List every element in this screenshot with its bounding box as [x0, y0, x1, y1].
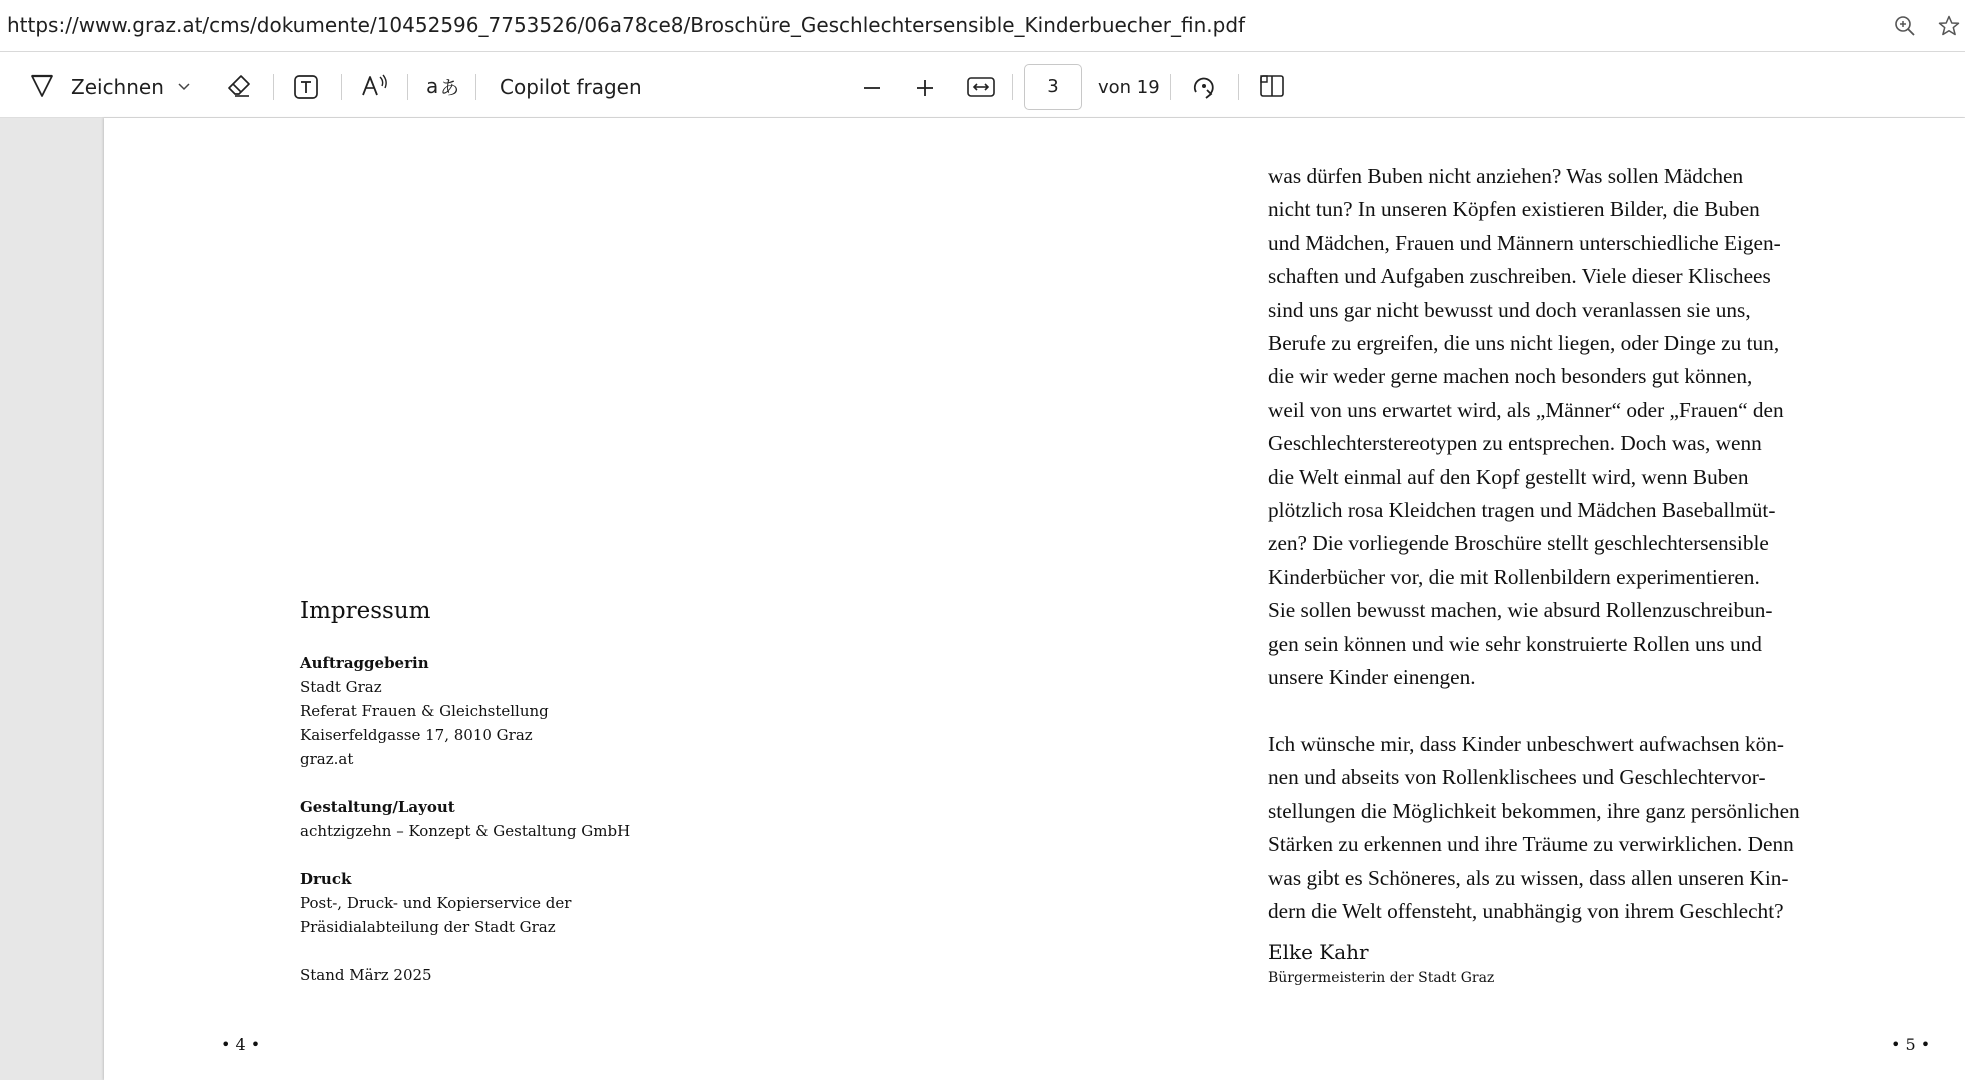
total-pages-label: von 19: [1098, 77, 1160, 98]
text-line: dern die Welt offensteht, unabhängig von ihrem Geschlecht?: [1268, 898, 1784, 923]
client-block: [300, 651, 549, 771]
pdf-toolbar: [0, 52, 1965, 118]
text-line: unsere Kinder einengen.: [1268, 665, 1476, 690]
pdf-page-spread[interactable]: [104, 118, 1965, 1080]
address-bar: [0, 0, 1965, 52]
text-line: was dürfen Buben nicht anziehen? Was sollen Mädchen: [1268, 164, 1744, 188]
zoom-icon[interactable]: [1893, 14, 1917, 38]
toolbar-divider: [1238, 74, 1239, 100]
translate-icon[interactable]: [425, 72, 459, 100]
fit-width-icon[interactable]: [966, 74, 996, 100]
text-line: die Welt einmal auf den Kopf gestellt wird, wenn Buben: [1268, 464, 1749, 489]
date-line: Stand März 2025: [300, 966, 432, 984]
text-line: Berufe zu ergreifen, die uns nicht liegen, oder Dinge zu tun,: [1268, 331, 1780, 356]
page-view-icon[interactable]: [1258, 73, 1288, 99]
text-line: plötzlich rosa Kleidchen tragen und Mädchen Baseballmüt-: [1268, 498, 1776, 523]
layout-heading: Gestaltung/Layout: [300, 798, 455, 816]
text-line: Kinderbücher vor, die mit Rollenbildern experimentieren.: [1268, 564, 1760, 589]
text-line: Sie sollen bewusst machen, wie absurd Rollenzuschreibun-: [1268, 598, 1773, 623]
layout-line: achtzigzehn – Konzept & Gestaltung GmbH: [300, 822, 631, 840]
toolbar-divider: [407, 74, 408, 100]
toolbar-divider: [1012, 74, 1013, 100]
toolbar-divider: [341, 74, 342, 100]
text-line: Geschlechterstereotypen zu entsprechen. Doch was, wenn: [1268, 431, 1762, 456]
svg-text:a: a: [426, 74, 439, 98]
toolbar-divider: [273, 74, 274, 100]
url-text[interactable]: https://www.graz.at/cms/dokumente/10452596_7753526/06a78ce8/Broschüre_Geschlechtersensible_Kinderbuecher_fin.pdf: [7, 13, 1246, 37]
print-line: Präsidialabteilung der Stadt Graz: [300, 918, 556, 936]
draw-button[interactable]: Zeichnen: [71, 75, 164, 99]
rotate-icon[interactable]: [1190, 72, 1218, 102]
text-line: gen sein können und wie sehr konstruierte Rollen uns und: [1268, 631, 1762, 656]
svg-text:あ: あ: [440, 77, 459, 99]
signature-role: Bürgermeisterin der Stadt Graz: [1268, 970, 1495, 986]
client-heading: Auftraggeberin: [300, 654, 429, 672]
client-line: Kaiserfeldgasse 17, 8010 Graz: [300, 726, 533, 744]
draw-pen-icon[interactable]: [28, 72, 56, 100]
text-box-icon[interactable]: [292, 73, 320, 101]
copilot-button[interactable]: Copilot fragen: [500, 75, 642, 99]
left-page-number: • 4 •: [221, 1035, 261, 1054]
text-line: Stärken zu erkennen und ihre Träume zu verwirklichen. Denn: [1268, 832, 1794, 857]
text-line: schaften und Aufgaben zuschreiben. Viele dieser Klischees: [1268, 264, 1771, 289]
eraser-icon[interactable]: [225, 72, 253, 100]
text-line: nen und abseits von Rollenklischees und Geschlechtervor-: [1268, 765, 1766, 790]
zoom-out-icon[interactable]: [860, 76, 884, 100]
client-line: Referat Frauen & Gleichstellung: [300, 702, 549, 720]
text-line: und Mädchen, Frauen und Männern unterschiedliche Eigen-: [1268, 230, 1781, 255]
signature-name: Elke Kahr: [1268, 940, 1369, 964]
favorite-star-icon[interactable]: [1937, 14, 1961, 38]
toolbar-divider: [1170, 74, 1171, 100]
client-line: Stadt Graz: [300, 678, 382, 696]
text-line: weil von uns erwartet wird, als „Männer“ oder „Frauen“ den: [1268, 397, 1784, 422]
text-line: stellungen die Möglichkeit bekommen, ihre ganz persönlichen: [1268, 798, 1800, 823]
chevron-down-icon[interactable]: [176, 79, 192, 95]
print-heading: Druck: [300, 870, 352, 888]
text-line: die wir weder gerne machen noch besonders gut können,: [1268, 364, 1753, 389]
impressum-title: Impressum: [300, 598, 431, 624]
text-line: was gibt es Schöneres, als zu wissen, dass allen unseren Kin-: [1268, 865, 1789, 890]
text-line: nicht tun? In unseren Köpfen existieren Bilder, die Buben: [1268, 197, 1760, 222]
page-number-input[interactable]: 3: [1024, 64, 1082, 110]
text-line: sind uns gar nicht bewusst und doch veranlassen sie uns,: [1268, 297, 1751, 322]
print-line: Post-, Druck- und Kopierservice der: [300, 894, 572, 912]
cut-off-line: [1268, 104, 1273, 129]
print-block: [300, 867, 571, 939]
document-gutter: [0, 118, 104, 1080]
toolbar-divider: [475, 74, 476, 100]
layout-block: [300, 795, 630, 843]
right-page-number: • 5 •: [1891, 1035, 1931, 1054]
text-line: zen? Die vorliegende Broschüre stellt geschlechtersensible: [1268, 531, 1769, 556]
zoom-in-icon[interactable]: [913, 76, 937, 100]
read-aloud-icon[interactable]: [360, 72, 390, 100]
text-line: Ich wünsche mir, dass Kinder unbeschwert aufwachsen kön-: [1268, 731, 1785, 756]
foreword-text: [1268, 160, 1888, 928]
client-line: graz.at: [300, 750, 354, 768]
